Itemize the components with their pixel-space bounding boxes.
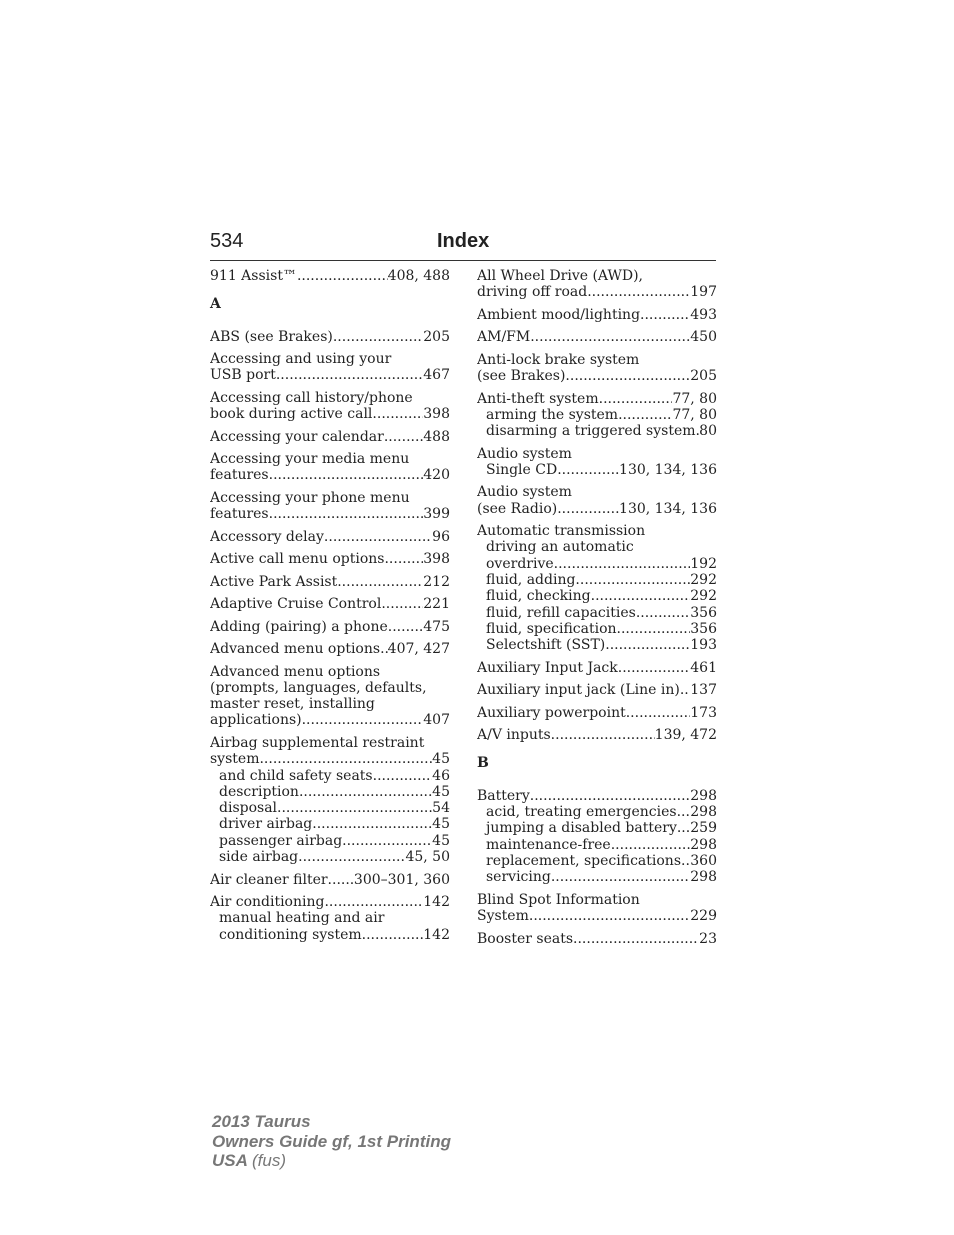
entry-page-ref[interactable]: 139, 472 bbox=[654, 727, 717, 744]
entry-term: Single CD bbox=[486, 461, 558, 478]
dot-leader bbox=[269, 467, 424, 483]
dot-leader bbox=[333, 329, 423, 345]
index-entry-line bbox=[477, 727, 717, 743]
entry-term: acid, treating emergencies bbox=[486, 804, 677, 821]
entry-term: fluid, refill capacities bbox=[486, 604, 636, 621]
dot-leader bbox=[373, 768, 433, 784]
entry-page-ref[interactable]: 130, 134, 136 bbox=[619, 461, 717, 478]
index-entry-line bbox=[210, 596, 450, 612]
index-subentry-line bbox=[210, 833, 450, 849]
index-entry bbox=[210, 619, 450, 635]
dot-leader bbox=[618, 407, 672, 423]
dot-leader bbox=[388, 619, 424, 635]
index-entry-line bbox=[477, 705, 717, 721]
entry-term: Advanced menu options bbox=[210, 663, 381, 680]
index-subentry-line bbox=[477, 804, 717, 820]
entry-term: features bbox=[210, 467, 269, 484]
index-subentry-line bbox=[477, 820, 717, 836]
index-entry-line bbox=[477, 446, 717, 462]
entry-term: applications) bbox=[210, 712, 302, 729]
index-entry bbox=[477, 523, 717, 653]
entry-term: AM/FM bbox=[477, 329, 531, 346]
dot-leader bbox=[324, 894, 423, 910]
entry-term: (see Radio) bbox=[477, 500, 558, 517]
index-entry-line bbox=[210, 712, 450, 728]
index-entry bbox=[210, 429, 450, 445]
index-entry bbox=[477, 268, 717, 301]
dot-leader bbox=[605, 637, 690, 653]
entry-page-ref[interactable]: 461 bbox=[690, 659, 717, 676]
index-entry-line bbox=[210, 664, 450, 680]
dot-leader bbox=[591, 588, 691, 604]
index-entry bbox=[477, 892, 717, 925]
index-entry bbox=[210, 390, 450, 423]
entry-page-ref[interactable]: 142 bbox=[423, 926, 450, 943]
index-column-right bbox=[477, 268, 717, 953]
entry-term: master reset, installing bbox=[210, 696, 375, 713]
entry-page-ref[interactable]: 467 bbox=[423, 367, 450, 384]
dot-leader bbox=[681, 853, 690, 869]
index-subentry-line bbox=[477, 837, 717, 853]
index-subentry-line bbox=[477, 556, 717, 572]
dot-leader bbox=[565, 368, 690, 384]
entry-term: Ambient mood/lighting bbox=[477, 306, 641, 323]
entry-term: side airbag bbox=[219, 849, 299, 866]
index-entry-line bbox=[210, 619, 450, 635]
entry-page-ref[interactable]: 23 bbox=[699, 930, 717, 947]
entry-term: fluid, checking bbox=[486, 588, 591, 605]
index-entry bbox=[210, 351, 450, 384]
index-entry-line bbox=[477, 682, 717, 698]
entry-page-ref[interactable]: 300–301, 360 bbox=[353, 871, 450, 888]
entry-term: ABS (see Brakes) bbox=[210, 328, 333, 345]
index-entry-line bbox=[477, 501, 717, 517]
dot-leader bbox=[530, 329, 690, 345]
dot-leader bbox=[530, 788, 690, 804]
index-entry-line bbox=[477, 329, 717, 345]
entry-term: disposal bbox=[219, 800, 278, 817]
section-letter: A bbox=[210, 296, 221, 313]
entry-page-ref[interactable]: 493 bbox=[690, 306, 717, 323]
index-entry bbox=[477, 352, 717, 385]
entry-page-ref[interactable]: 45 bbox=[432, 816, 450, 833]
dot-leader bbox=[551, 727, 655, 743]
dot-leader bbox=[381, 596, 423, 612]
entry-term: A/V inputs bbox=[477, 727, 551, 744]
entry-term: Blind Spot Information bbox=[477, 891, 640, 908]
footer-region-code: (fus) bbox=[252, 1151, 286, 1170]
footer-country: USA bbox=[212, 1151, 248, 1170]
index-subentry-line bbox=[477, 869, 717, 885]
dot-leader bbox=[259, 751, 432, 767]
index-entry bbox=[477, 727, 717, 743]
entry-term: disarming a triggered system bbox=[486, 423, 696, 440]
index-entry-line bbox=[477, 788, 717, 804]
index-entry bbox=[210, 596, 450, 612]
entry-page-ref[interactable]: 229 bbox=[690, 908, 717, 925]
entry-page-ref[interactable]: 221 bbox=[423, 596, 450, 613]
entry-page-ref[interactable]: 298 bbox=[690, 804, 717, 821]
entry-page-ref[interactable]: 205 bbox=[690, 368, 717, 385]
entry-page-ref[interactable]: 407, 427 bbox=[387, 641, 450, 658]
dot-leader bbox=[312, 816, 432, 832]
entry-term: (see Brakes) bbox=[477, 368, 566, 385]
dot-leader bbox=[599, 391, 673, 407]
index-entry bbox=[210, 551, 450, 567]
index-subentry-line bbox=[477, 621, 717, 637]
index-subentry-line bbox=[477, 572, 717, 588]
entry-term: Selectshift (SST) bbox=[486, 637, 606, 654]
entry-term: replacement, specifications bbox=[486, 852, 682, 869]
index-entry-line bbox=[477, 484, 717, 500]
entry-page-ref[interactable]: 475 bbox=[423, 618, 450, 635]
entry-page-ref[interactable]: 212 bbox=[423, 573, 450, 590]
dot-leader bbox=[677, 804, 691, 820]
index-entry-line bbox=[210, 490, 450, 506]
entry-term: features bbox=[210, 506, 269, 523]
entry-term: System bbox=[477, 908, 529, 925]
dot-leader bbox=[575, 572, 690, 588]
entry-page-ref[interactable]: 130, 134, 136 bbox=[619, 500, 717, 517]
index-entry-line bbox=[477, 368, 717, 384]
entry-page-ref[interactable]: 197 bbox=[690, 284, 717, 301]
entry-term: Anti-lock brake system bbox=[477, 351, 640, 368]
index-subentry-line bbox=[477, 637, 717, 653]
entry-term: Accessing your media menu bbox=[210, 451, 410, 468]
index-entry-line bbox=[477, 352, 717, 368]
index-entry-line bbox=[477, 268, 717, 284]
footer bbox=[212, 1112, 451, 1171]
index-entry-line bbox=[477, 660, 717, 676]
dot-leader bbox=[611, 837, 691, 853]
index-entry-line bbox=[477, 523, 717, 539]
entry-page-ref[interactable]: 205 bbox=[423, 328, 450, 345]
dot-leader bbox=[269, 506, 424, 522]
index-subentry-line bbox=[477, 462, 717, 478]
entry-term: Battery bbox=[477, 787, 530, 804]
index-entry bbox=[210, 268, 450, 284]
dot-leader bbox=[337, 574, 423, 590]
dot-leader bbox=[324, 529, 432, 545]
entry-page-ref[interactable]: 45 bbox=[432, 832, 450, 849]
entry-page-ref[interactable]: 298 bbox=[690, 836, 717, 853]
entry-page-ref[interactable]: 96 bbox=[432, 528, 450, 545]
dot-leader bbox=[342, 833, 432, 849]
index-entry-line bbox=[210, 696, 450, 712]
entry-term: Active call menu options bbox=[210, 551, 385, 568]
index-entry-line bbox=[477, 391, 717, 407]
entry-term: arming the system bbox=[486, 406, 619, 423]
entry-page-ref[interactable]: 46 bbox=[432, 767, 450, 784]
entry-page-ref[interactable]: 192 bbox=[690, 555, 717, 572]
entry-term: Advanced menu options bbox=[210, 641, 381, 658]
dot-leader bbox=[384, 429, 423, 445]
entry-term: Audio system bbox=[477, 445, 572, 462]
entry-term: description bbox=[219, 783, 299, 800]
index-entry-line bbox=[210, 551, 450, 567]
footer-edition: Owners Guide gf, 1st Printing bbox=[212, 1131, 451, 1151]
dot-leader bbox=[626, 705, 691, 721]
index-subentry-line bbox=[210, 784, 450, 800]
index-entry-line bbox=[210, 329, 450, 345]
dot-leader bbox=[276, 367, 423, 383]
entry-term: Audio system bbox=[477, 484, 572, 501]
entry-term: Auxiliary input jack (Line in) bbox=[477, 682, 680, 699]
entry-page-ref[interactable]: 398 bbox=[423, 406, 450, 423]
entry-page-ref[interactable]: 292 bbox=[690, 588, 717, 605]
index-entry-line bbox=[210, 451, 450, 467]
index-entry-line bbox=[210, 529, 450, 545]
index-entry bbox=[477, 307, 717, 323]
entry-term: conditioning system bbox=[219, 926, 362, 943]
footer-model: 2013 Taurus bbox=[212, 1112, 311, 1131]
entry-term: Adding (pairing) a phone bbox=[210, 618, 388, 635]
entry-term: Adaptive Cruise Control bbox=[210, 596, 382, 613]
entry-term: Accessory delay bbox=[210, 528, 324, 545]
index-entry bbox=[210, 735, 450, 865]
entry-term: (prompts, languages, defaults, bbox=[210, 679, 427, 696]
index-entry-line bbox=[210, 872, 450, 888]
dot-leader bbox=[328, 872, 354, 888]
dot-leader bbox=[551, 869, 690, 885]
index-entry-line bbox=[210, 751, 450, 767]
dot-leader bbox=[617, 621, 691, 637]
entry-term: manual heating and air bbox=[219, 910, 385, 927]
dot-leader bbox=[677, 820, 690, 836]
entry-page-ref[interactable]: 360 bbox=[690, 852, 717, 869]
entry-page-ref[interactable]: 137 bbox=[690, 682, 717, 699]
entry-term: Active Park Assist bbox=[210, 573, 338, 590]
entry-term: All Wheel Drive (AWD), bbox=[477, 268, 643, 284]
entry-term: book during active call bbox=[210, 406, 373, 423]
index-entry-line bbox=[210, 894, 450, 910]
index-entry bbox=[210, 574, 450, 590]
entry-page-ref[interactable]: 407 bbox=[423, 712, 450, 729]
entry-term: driving off road bbox=[477, 284, 588, 301]
index-entry-line bbox=[210, 735, 450, 751]
entry-term: Air conditioning bbox=[210, 894, 325, 911]
dot-leader bbox=[362, 927, 424, 943]
entry-page-ref[interactable]: 450 bbox=[690, 329, 717, 346]
dot-leader bbox=[573, 931, 699, 947]
entry-page-ref[interactable]: 408, 488 bbox=[387, 268, 450, 284]
index-entry-line bbox=[210, 467, 450, 483]
index-entry-line bbox=[210, 268, 450, 284]
entry-term: 911 Assist™ bbox=[210, 268, 297, 284]
entry-page-ref[interactable]: 45 bbox=[432, 751, 450, 768]
index-entry-line bbox=[477, 284, 717, 300]
dot-leader bbox=[640, 307, 690, 323]
entry-term: Accessing your calendar bbox=[210, 428, 384, 445]
section-letter: B bbox=[477, 755, 489, 772]
index-entry bbox=[477, 931, 717, 947]
footer-region bbox=[212, 1151, 451, 1171]
index-entry bbox=[477, 329, 717, 345]
dot-leader bbox=[529, 908, 690, 924]
index-entry-line bbox=[210, 351, 450, 367]
index-subentry-line bbox=[477, 853, 717, 869]
index-entry bbox=[477, 660, 717, 676]
index-subentry-line bbox=[477, 407, 717, 423]
index-subentry-line bbox=[477, 588, 717, 604]
index-entry bbox=[210, 894, 450, 943]
index-entry-line bbox=[210, 506, 450, 522]
entry-term: driving an automatic bbox=[486, 539, 634, 556]
dot-leader bbox=[680, 682, 690, 698]
entry-term: Auxiliary Input Jack bbox=[477, 659, 618, 676]
entry-page-ref[interactable]: 45 bbox=[432, 783, 450, 800]
entry-term: USB port bbox=[210, 367, 276, 384]
index-entry bbox=[477, 682, 717, 698]
entry-page-ref[interactable]: 54 bbox=[432, 800, 450, 817]
dot-leader bbox=[557, 501, 619, 517]
dot-leader bbox=[384, 551, 423, 567]
index-entry-line bbox=[210, 390, 450, 406]
index-entry-line bbox=[210, 367, 450, 383]
entry-term: Accessing call history/phone bbox=[210, 389, 413, 406]
index-subentry-line bbox=[210, 849, 450, 865]
entry-page-ref[interactable]: 298 bbox=[690, 787, 717, 804]
dot-leader bbox=[636, 605, 690, 621]
index-entry-line bbox=[210, 406, 450, 422]
entry-page-ref[interactable]: 356 bbox=[690, 604, 717, 621]
entry-page-ref[interactable]: 399 bbox=[423, 506, 450, 523]
entry-term: jumping a disabled battery bbox=[486, 820, 677, 837]
index-entry bbox=[477, 705, 717, 721]
entry-page-ref[interactable]: 77, 80 bbox=[672, 390, 717, 407]
entry-page-ref[interactable]: 259 bbox=[690, 820, 717, 837]
entry-page-ref[interactable]: 45, 50 bbox=[405, 849, 450, 866]
index-entry-line bbox=[477, 307, 717, 323]
dot-leader bbox=[587, 284, 690, 300]
entry-term: Air cleaner filter bbox=[210, 871, 328, 888]
index-entry bbox=[210, 872, 450, 888]
entry-term: and child safety seats bbox=[219, 767, 373, 784]
page-title: Index bbox=[437, 230, 490, 252]
entry-page-ref[interactable]: 80 bbox=[699, 423, 717, 440]
entry-page-ref[interactable]: 488 bbox=[423, 428, 450, 445]
index-entry bbox=[210, 451, 450, 484]
entry-page-ref[interactable]: 398 bbox=[423, 551, 450, 568]
index-entry-line bbox=[477, 931, 717, 947]
index-entry-line bbox=[210, 429, 450, 445]
index-subentry-line bbox=[477, 539, 717, 555]
index-entry bbox=[477, 788, 717, 886]
entry-page-ref[interactable]: 298 bbox=[690, 869, 717, 886]
entry-term: Anti-theft system bbox=[477, 390, 599, 407]
entry-term: Auxiliary powerpoint bbox=[477, 704, 626, 721]
index-subentry-line bbox=[210, 768, 450, 784]
index-entry bbox=[477, 391, 717, 440]
page-header bbox=[210, 230, 716, 261]
dot-leader bbox=[372, 406, 423, 422]
index-subentry-line bbox=[210, 910, 450, 926]
entry-term: servicing bbox=[486, 869, 551, 886]
dot-leader bbox=[557, 462, 619, 478]
entry-page-ref[interactable]: 173 bbox=[690, 704, 717, 721]
index-entry-line bbox=[210, 574, 450, 590]
index-entry bbox=[210, 641, 450, 657]
entry-term: Accessing and using your bbox=[210, 351, 392, 368]
entry-page-ref[interactable]: 142 bbox=[423, 894, 450, 911]
index-subentry-line bbox=[210, 816, 450, 832]
index-entry-line bbox=[210, 641, 450, 657]
index-entry bbox=[210, 490, 450, 523]
entry-term: fluid, specification bbox=[486, 620, 617, 637]
index-subentry-line bbox=[477, 605, 717, 621]
index-entry-line bbox=[477, 892, 717, 908]
index-entry-line bbox=[210, 680, 450, 696]
index-entry bbox=[210, 664, 450, 729]
entry-term: passenger airbag bbox=[219, 832, 343, 849]
index-subentry-line bbox=[210, 927, 450, 943]
entry-term: Accessing your phone menu bbox=[210, 489, 410, 506]
entry-term: system bbox=[210, 751, 260, 768]
dot-leader bbox=[618, 660, 691, 676]
entry-term: Booster seats bbox=[477, 930, 574, 947]
entry-term: Airbag supplemental restraint bbox=[210, 734, 425, 751]
entry-page-ref[interactable]: 193 bbox=[690, 637, 717, 654]
entry-page-ref[interactable]: 420 bbox=[423, 467, 450, 484]
index-entry bbox=[477, 446, 717, 479]
entry-page-ref[interactable]: 356 bbox=[690, 620, 717, 637]
index-subentry-line bbox=[210, 800, 450, 816]
entry-term: overdrive bbox=[486, 555, 554, 572]
index-entry bbox=[210, 329, 450, 345]
dot-leader bbox=[554, 556, 691, 572]
entry-page-ref[interactable]: 292 bbox=[690, 572, 717, 589]
index-entry-line bbox=[477, 908, 717, 924]
dot-leader bbox=[302, 712, 424, 728]
index-column-left bbox=[210, 268, 450, 949]
entry-term: fluid, adding bbox=[486, 572, 576, 589]
index-entry bbox=[210, 529, 450, 545]
page-number: 534 bbox=[210, 230, 244, 252]
entry-term: Automatic transmission bbox=[477, 523, 646, 540]
entry-page-ref[interactable]: 77, 80 bbox=[672, 406, 717, 423]
dot-leader bbox=[298, 849, 405, 865]
dot-leader bbox=[380, 641, 388, 657]
dot-leader bbox=[277, 800, 432, 816]
dot-leader bbox=[297, 268, 388, 284]
entry-term: driver airbag bbox=[219, 816, 313, 833]
index-entry bbox=[477, 484, 717, 517]
entry-term: maintenance-free bbox=[486, 836, 611, 853]
dot-leader bbox=[299, 784, 432, 800]
index-subentry-line bbox=[477, 423, 717, 439]
